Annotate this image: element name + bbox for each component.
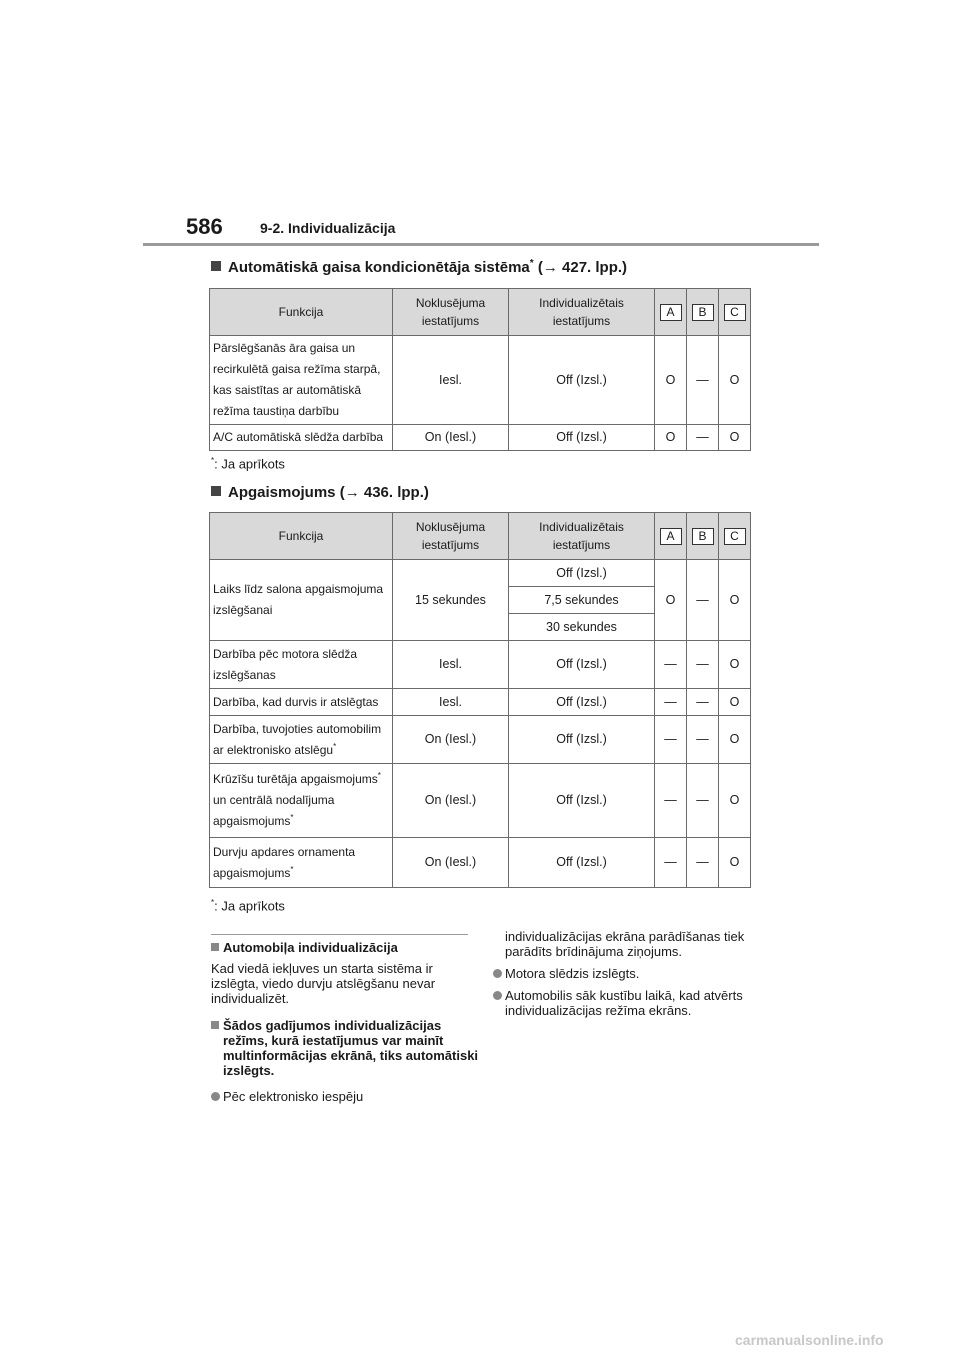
page-number: 586: [186, 214, 223, 239]
table-row: Darbība pēc motora slēdža izslēgšanas Iesl. Off (Izsl.) — — O: [210, 641, 751, 689]
table-row: 7,5 sekundes: [210, 587, 751, 614]
footnote-lighting: *: Ja aprīkots: [211, 898, 285, 914]
table-row: Krūzīšu turētāja apgaismojums* un centrālā nodalījuma apgaismojums* On (Iesl.) Off (Izsl.) — — O: [210, 764, 751, 838]
footnote-climate: *: Ja aprīkots: [211, 456, 285, 472]
section-heading-climate: Automātiskā gaisa kondicionētāja sistēma* (→ 427. lpp.): [211, 258, 627, 276]
table-row: Laiks līdz salona apgaismojuma izslēgšanai 15 sekundes Off (Izsl.) O — O: [210, 560, 751, 587]
section-title: 9-2. Individualizācija: [260, 220, 396, 236]
table-row: Durvju apdares ornamenta apgaismojums* On (Iesl.) Off (Izsl.) — — O: [210, 838, 751, 888]
section-heading-lighting: Apgaismojums (→ 436. lpp.): [211, 484, 429, 501]
square-bullet-icon: [211, 486, 221, 496]
header-b: B: [687, 289, 719, 336]
square-bullet-icon: [211, 1021, 219, 1029]
note-heading-customization: Automobiļa individualizācija: [211, 940, 471, 955]
header-b: B: [687, 513, 719, 560]
header-default: Noklusējuma iestatījums: [393, 289, 509, 336]
bullet-dot-icon: [493, 991, 502, 1000]
square-bullet-icon: [211, 261, 221, 271]
table-row: Darbība, tuvojoties automobilim ar elektronisko atslēgu* On (Iesl.) Off (Izsl.) — — O: [210, 716, 751, 764]
header-custom: Individualizētais iestatījums: [509, 513, 655, 560]
square-bullet-icon: [211, 943, 219, 951]
table-header-row: [210, 513, 751, 560]
note-paragraph: Kad viedā iekļuves un starta sistēma ir izslēgta, viedo durvju atslēgšanu nevar individualizēt.: [211, 961, 436, 1006]
header-function: Funkcija: [210, 513, 393, 560]
table-row: 30 sekundes: [210, 614, 751, 641]
bullet-dot-icon: [211, 1092, 220, 1101]
table-header-row: [210, 289, 751, 336]
header-c: C: [719, 289, 751, 336]
header-function: Funkcija: [210, 289, 393, 336]
table-row: A/C automātiskā slēdža darbība On (Iesl.) Off (Izsl.) O — O: [210, 425, 751, 451]
header-a: A: [655, 513, 687, 560]
header-default: Noklusējuma iestatījums: [393, 513, 509, 560]
climate-settings-table: [209, 288, 751, 451]
lighting-settings-table: [209, 512, 751, 888]
notes-divider: [211, 934, 468, 935]
header-c: C: [719, 513, 751, 560]
table-row: Darbība, kad durvis ir atslēgtas Iesl. Off (Izsl.) — — O: [210, 689, 751, 716]
note-bullet-continuation: individualizācijas ekrāna parādīšanas tiek parādīts brīdinājuma ziņojums.: [505, 929, 745, 959]
bullet-dot-icon: [493, 969, 502, 978]
table-row: Pārslēgšanās āra gaisa un recirkulētā gaisa režīma starpā, kas saistītas ar automātiskā režīma taustiņa darbību Iesl. Off (Izsl.) O — O: [210, 336, 751, 425]
note-bullet: Pēc elektronisko iespēju: [211, 1089, 483, 1104]
header-custom: Individualizētais iestatījums: [509, 289, 655, 336]
header-a: A: [655, 289, 687, 336]
note-heading-auto-off: Šādos gadījumos individualizācijas režīms, kurā iestatījumus var mainīt multinformācijas ekrānā, tiks automātiski izslēgts.: [211, 1018, 485, 1078]
note-bullet: Automobilis sāk kustību laikā, kad atvērts individualizācijas režīma ekrāns.: [493, 988, 755, 1018]
watermark-text: carmanualsonline.info: [735, 1332, 884, 1348]
note-bullet: Motora slēdzis izslēgts.: [493, 966, 767, 981]
header-divider: [143, 243, 819, 246]
